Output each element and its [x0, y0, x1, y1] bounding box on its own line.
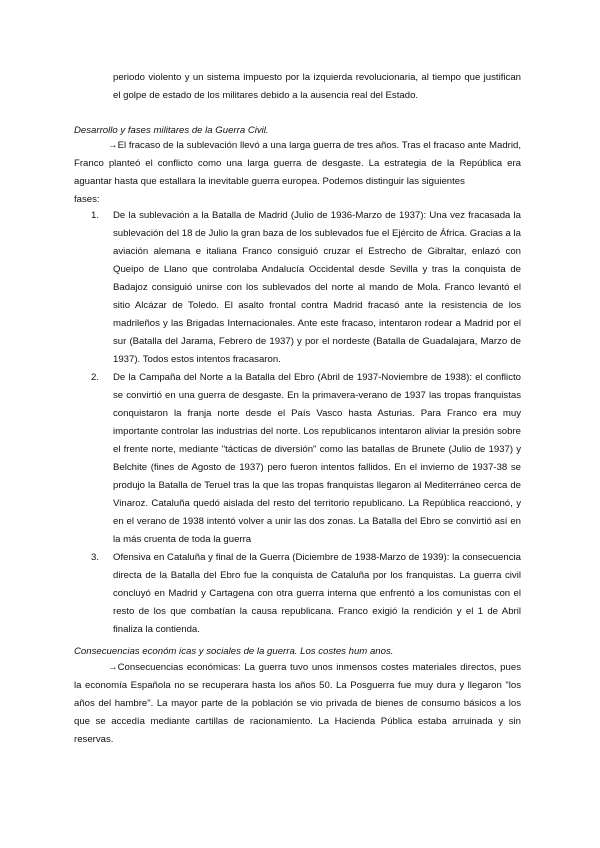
list-item — [0, 369, 600, 549]
intro-continuation: periodo violento y un sistema impuesto por la izquierda revolucionaria, al tiempo que justifican el golpe de estado de los militares debido a la ausencia real del Estado. — [113, 72, 521, 101]
list-number: 3. — [91, 552, 100, 563]
list-number: 1. — [91, 210, 100, 221]
list-number: 2. — [91, 372, 100, 383]
list-item-text: De la Campaña del Norte a la Batalla del Ebro (Abril de 1937-Noviembre de 1938): el conflicto se convirtió en una guerra de desgaste. En la primavera-verano de 1937 las tropas franquistas conquistaron la franja norte desde el País Vasco hasta Asturias. Para Franco era muy importante controlar las industrias del norte. Los republicanos intentaron aliviar la presión sobre el frente norte, mediante "tácticas de diversión" como las batallas de Brunete (Julio de 1937) y Belchite (fines de Agosto de 1937) pero fueron intentos fallidos. En el invierno de 1937-38 se produjo la Batalla de Teruel tras la que las tropas franquistas llegaron al Mediterráneo cerca de Vinaroz. Cataluña quedó aislada del resto del territorio republicano. La República reaccionó, y en el verano de 1938 intentó volver a unir las dos zonas. La Batalla del Ebro se convirtió así en la más cruenta de toda la guerra — [113, 372, 521, 545]
section-heading-consecuencias: Consecuencias económ icas y sociales de la guerra. Los costes hum anos. — [74, 646, 394, 657]
section-paragraph-consecuencias: →Consecuencias económicas: La guerra tuvo unos inmensos costes materiales directos, pues la economía Española no se recuperara hasta los años 50. La Posguerra fue muy dura y llegaron "los años del hambre". La mayor parte de la población se vio privada de bienes de consumo básicos a los que se accedía mediante cartillas de racionamiento. La Hacienda Pública estaba arruinada y sin reservas. — [74, 662, 521, 745]
section-heading-desarrollo: Desarrollo y fases militares de la Guerra Civil. — [74, 125, 269, 136]
fases-label: fases: — [74, 194, 100, 205]
phases-list — [0, 207, 600, 639]
list-item — [0, 207, 600, 369]
list-item — [0, 549, 600, 639]
list-item-text: De la sublevación a la Batalla de Madrid (Julio de 1936-Marzo de 1937): Una vez fracasada la sublevación del 18 de Julio la gran baza de los sublevados fue el Ejército de África. Gracias a la aviación alemana e italiana Franco consiguió cruzar el Estrecho de Gibraltar, enlazó con Queipo de Llano que controlaba Andalucía Occidental desde Sevilla y tras la conquista de Badajoz consiguió unirse con los sublevados del norte al mando de Mola. Franco levantó el sitio Alcázar de Toledo. El asalto frontal contra Madrid fracasó ante la resistencia de los madrileños y las Brigadas Internacionales. Ante este fracaso, intentaron rodear a Madrid por el sur (Batalla del Jarama, Febrero de 1937) y por el nordeste (Batalla de Guadalajara, Marzo de 1937). Todos estos intentos fracasaron. — [113, 210, 521, 365]
list-item-text: Ofensiva en Cataluña y final de la Guerra (Diciembre de 1938-Marzo de 1939): la consecuencia directa de la Batalla del Ebro fue la conquista de Cataluña por los franquistas. La guerra civil concluyó en Madrid y Cartagena con otra guerra interna que enfrentó a los comunistas con el resto de los que combatían la causa republicana. Franco exigió la rendición y el 1 de Abril finaliza la contienda. — [113, 552, 521, 635]
section-paragraph-desarrollo: →El fracaso de la sublevación llevó a una larga guerra de tres años. Tras el fracaso ante Madrid, Franco planteó el conflicto como una larga guerra de desgaste. La estrategia de la República era aguantar hasta que estallara la inevitable guerra europea. Podemos distinguir las siguientes — [74, 140, 521, 187]
